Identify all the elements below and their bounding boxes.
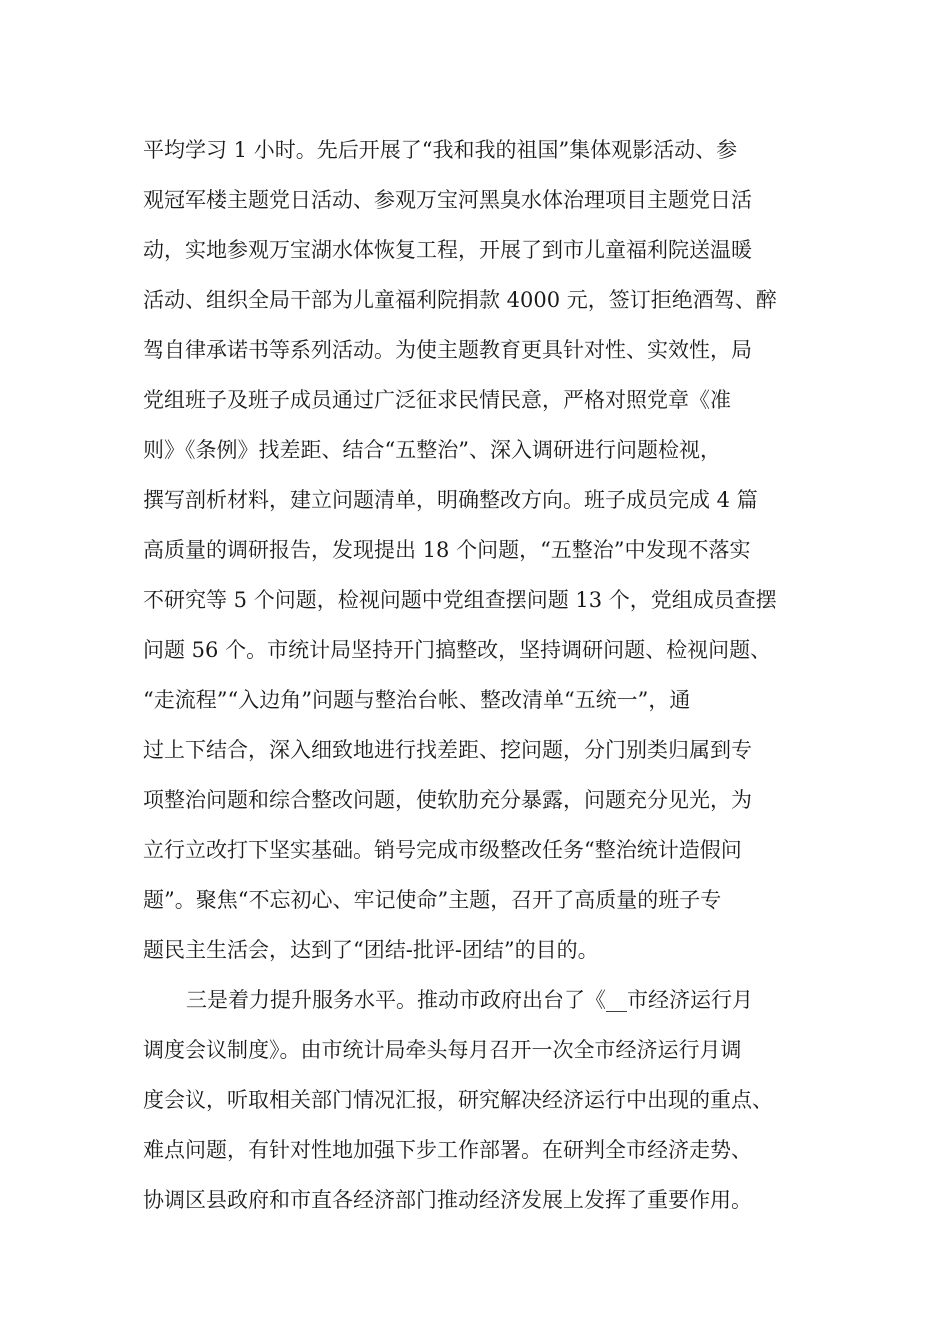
text-line: 活动、组织全局干部为儿童福利院捐款 4000 元，签订拒绝酒驾、醉 xyxy=(143,288,777,312)
text-line: 度会议，听取相关部门情况汇报，研究解决经济运行中出现的重点、 xyxy=(143,1088,773,1112)
text-line: 撰写剖析材料，建立问题清单，明确整改方向。班子成员完成 4 篇 xyxy=(143,488,758,512)
text-line: 党组班子及班子成员通过广泛征求民情民意，严格对照党章《准 xyxy=(143,388,731,412)
text-line: 协调区县政府和市直各经济部门推动经济发展上发挥了重要作用。 xyxy=(143,1188,752,1212)
text-line: 问题 56 个。市统计局坚持开门搞整改，坚持调研问题、检视问题、 xyxy=(143,638,772,662)
text-line: 三是着力提升服务水平。推动市政府出台了《__市经济运行月 xyxy=(186,988,753,1012)
text-line: 驾自律承诺书等系列活动。为使主题教育更具针对性、实效性，局 xyxy=(143,338,752,362)
text-line: 则》《条例》找差距、结合“五整治”、深入调研进行问题检视， xyxy=(143,438,721,462)
text-line: 观冠军楼主题党日活动、参观万宝河黑臭水体治理项目主题党日活 xyxy=(143,188,752,212)
text-line: 过上下结合，深入细致地进行找差距、挖问题，分门别类归属到专 xyxy=(143,738,752,762)
text-line: 平均学习 1 小时。先后开展了“我和我的祖国”集体观影活动、参 xyxy=(143,138,738,162)
text-line: 题”。聚焦“不忘初心、牢记使命”主题，召开了高质量的班子专 xyxy=(143,888,722,912)
text-line: 立行立改打下坚实基础。销号完成市级整改任务“整治统计造假问 xyxy=(143,838,742,862)
text-line: 不研究等 5 个问题，检视问题中党组查摆问题 13 个，党组成员查摆 xyxy=(143,588,777,612)
text-line: 项整治问题和综合整改问题，使软肋充分暴露，问题充分见光，为 xyxy=(143,788,752,812)
text-line: 调度会议制度》。由市统计局牵头每月召开一次全市经济运行月调 xyxy=(143,1038,742,1062)
text-line: 难点问题，有针对性地加强下步工作部署。在研判全市经济走势、 xyxy=(143,1138,752,1162)
text-line: “走流程”“入边角”问题与整治台帐、整改清单“五统一”，通 xyxy=(143,688,691,712)
text-line: 题民主生活会，达到了“团结-批评-团结”的目的。 xyxy=(143,938,599,962)
text-line: 高质量的调研报告，发现提出 18 个问题，“五整治”中发现不落实 xyxy=(143,538,751,562)
text-line: 动，实地参观万宝湖水体恢复工程，开展了到市儿童福利院送温暖 xyxy=(143,238,752,262)
